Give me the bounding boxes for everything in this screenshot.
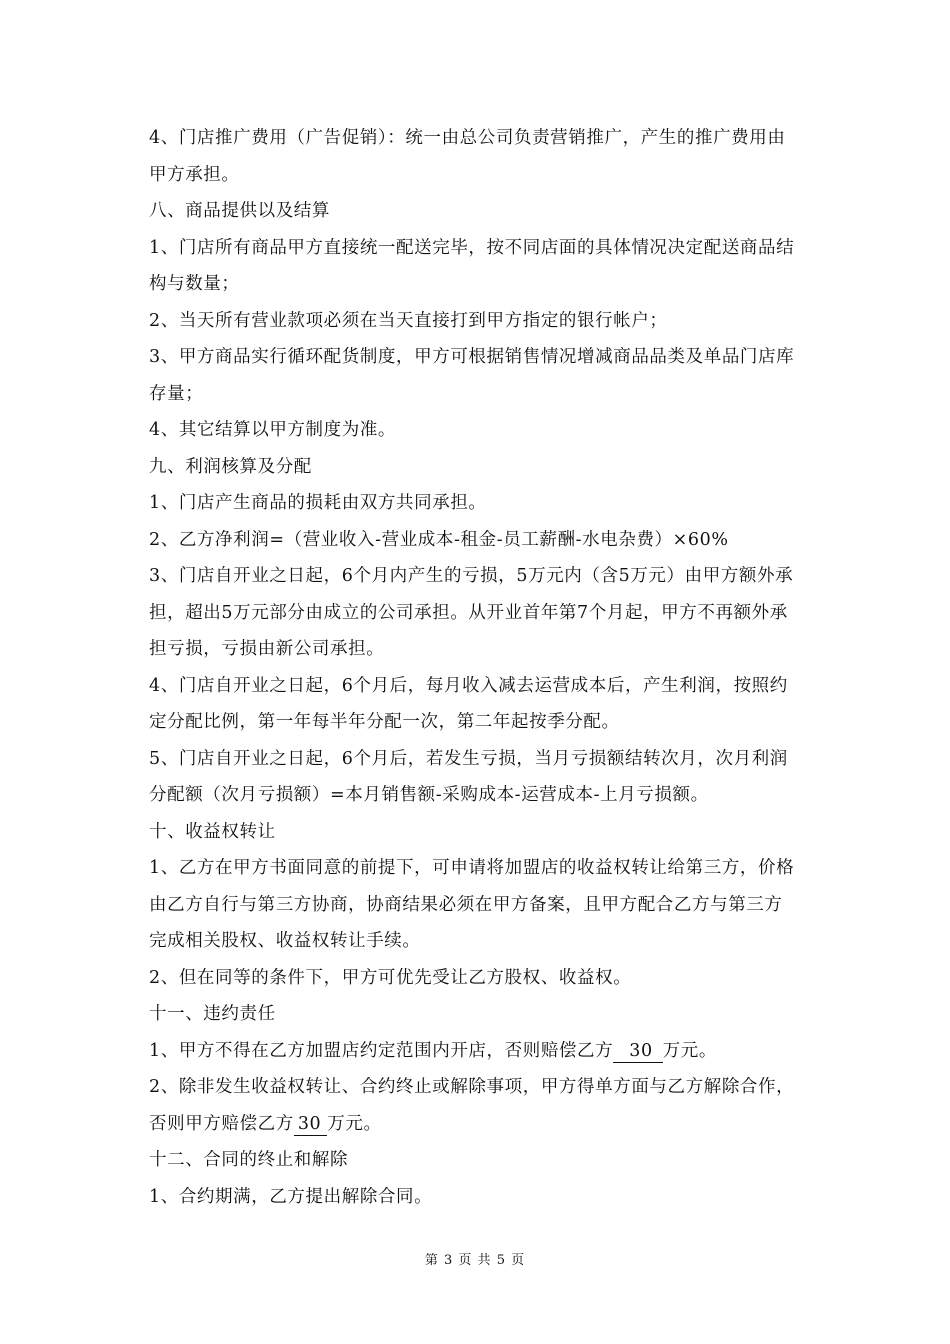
paragraph-line: 分配额（次月亏损额）=本月销售额-采购成本-运营成本-上月亏损额。	[149, 785, 709, 805]
breach-clause-1-unit: 万元。	[662, 1040, 718, 1061]
paragraph-line: 2、乙方净利润=（营业收入-营业成本-租金-员工薪酬-水电杂费）×60%	[149, 529, 729, 550]
compensation-amount-blank: 30	[613, 1040, 662, 1063]
compensation-amount-blank: 30	[294, 1113, 327, 1136]
breach-clause-1	[149, 1033, 839, 1070]
section-heading-8: 八、商品提供以及结算	[149, 201, 330, 221]
paragraph-line: 3、甲方商品实行循环配货制度，甲方可根据销售情况增减商品品类及单品门店库	[149, 347, 795, 367]
paragraph-line: 2、当天所有营业款项必须在当天直接打到甲方指定的银行帐户；	[149, 310, 668, 331]
paragraph-line: 2、但在同等的条件下，甲方可优先受让乙方股权、收益权。	[149, 967, 632, 988]
paragraph-line: 完成相关股权、收益权转让手续。	[149, 931, 421, 951]
paragraph-line: 担，超出5万元部分由成立的公司承担。从开业首年第7个月起，甲方不再额外承	[149, 602, 788, 623]
document-body	[149, 120, 839, 1215]
paragraph-line: 3、门店自开业之日起，6个月内产生的亏损，5万元内（含5万元）由甲方额外承	[149, 566, 794, 586]
paragraph-line: 构与数量；	[149, 274, 240, 294]
paragraph-line: 1、门店产生商品的损耗由双方共同承担。	[149, 493, 487, 513]
section-heading-9: 九、利润核算及分配	[149, 456, 312, 477]
paragraph-line: 1、合约期满，乙方提出解除合同。	[149, 1186, 433, 1207]
paragraph-line: 甲方承担。	[149, 164, 240, 185]
paragraph-line: 1、乙方在甲方书面同意的前提下，可申请将加盟店的收益权转让给第三方，价格	[149, 858, 795, 878]
breach-clause-2	[149, 1106, 839, 1143]
paragraph-line: 由乙方自行与第三方协商，协商结果必须在甲方备案，且甲方配合乙方与第三方	[149, 894, 783, 915]
paragraph-line: 1、门店所有商品甲方直接统一配送完毕，按不同店面的具体情况决定配送商品结	[149, 237, 795, 258]
paragraph-line: 4、门店自开业之日起，6个月后，每月收入减去运营成本后，产生利润，按照约	[149, 675, 788, 696]
breach-clause-1-text: 1、甲方不得在乙方加盟店约定范围内开店，否则赔偿乙方	[149, 1040, 614, 1061]
section-heading-12: 十二、合同的终止和解除	[149, 1150, 349, 1170]
paragraph-line: 存量；	[149, 383, 204, 404]
breach-clause-2-unit: 万元。	[327, 1113, 382, 1134]
breach-clause-2-text: 否则甲方赔偿乙方	[149, 1113, 294, 1134]
paragraph-line: 5、门店自开业之日起，6个月后，若发生亏损，当月亏损额结转次月，次月利润	[149, 748, 788, 769]
breach-clause-2-line: 2、除非发生收益权转让、合约终止或解除事项，甲方得单方面与乙方解除合作，	[149, 1077, 795, 1097]
section-heading-10: 十、收益权转让	[149, 821, 276, 842]
paragraph-line: 定分配比例，第一年每半年分配一次，第二年起按季分配。	[149, 712, 620, 732]
paragraph-line: 4、其它结算以甲方制度为准。	[149, 420, 397, 440]
section-heading-11: 十一、违约责任	[149, 1004, 276, 1024]
paragraph-line: 担亏损，亏损由新公司承担。	[149, 639, 385, 659]
page-number-footer: 第 3 页 共 5 页	[424, 1253, 526, 1268]
paragraph-line: 4、门店推广费用（广告促销）：统一由总公司负责营销推广，产生的推广费用由	[149, 128, 786, 148]
